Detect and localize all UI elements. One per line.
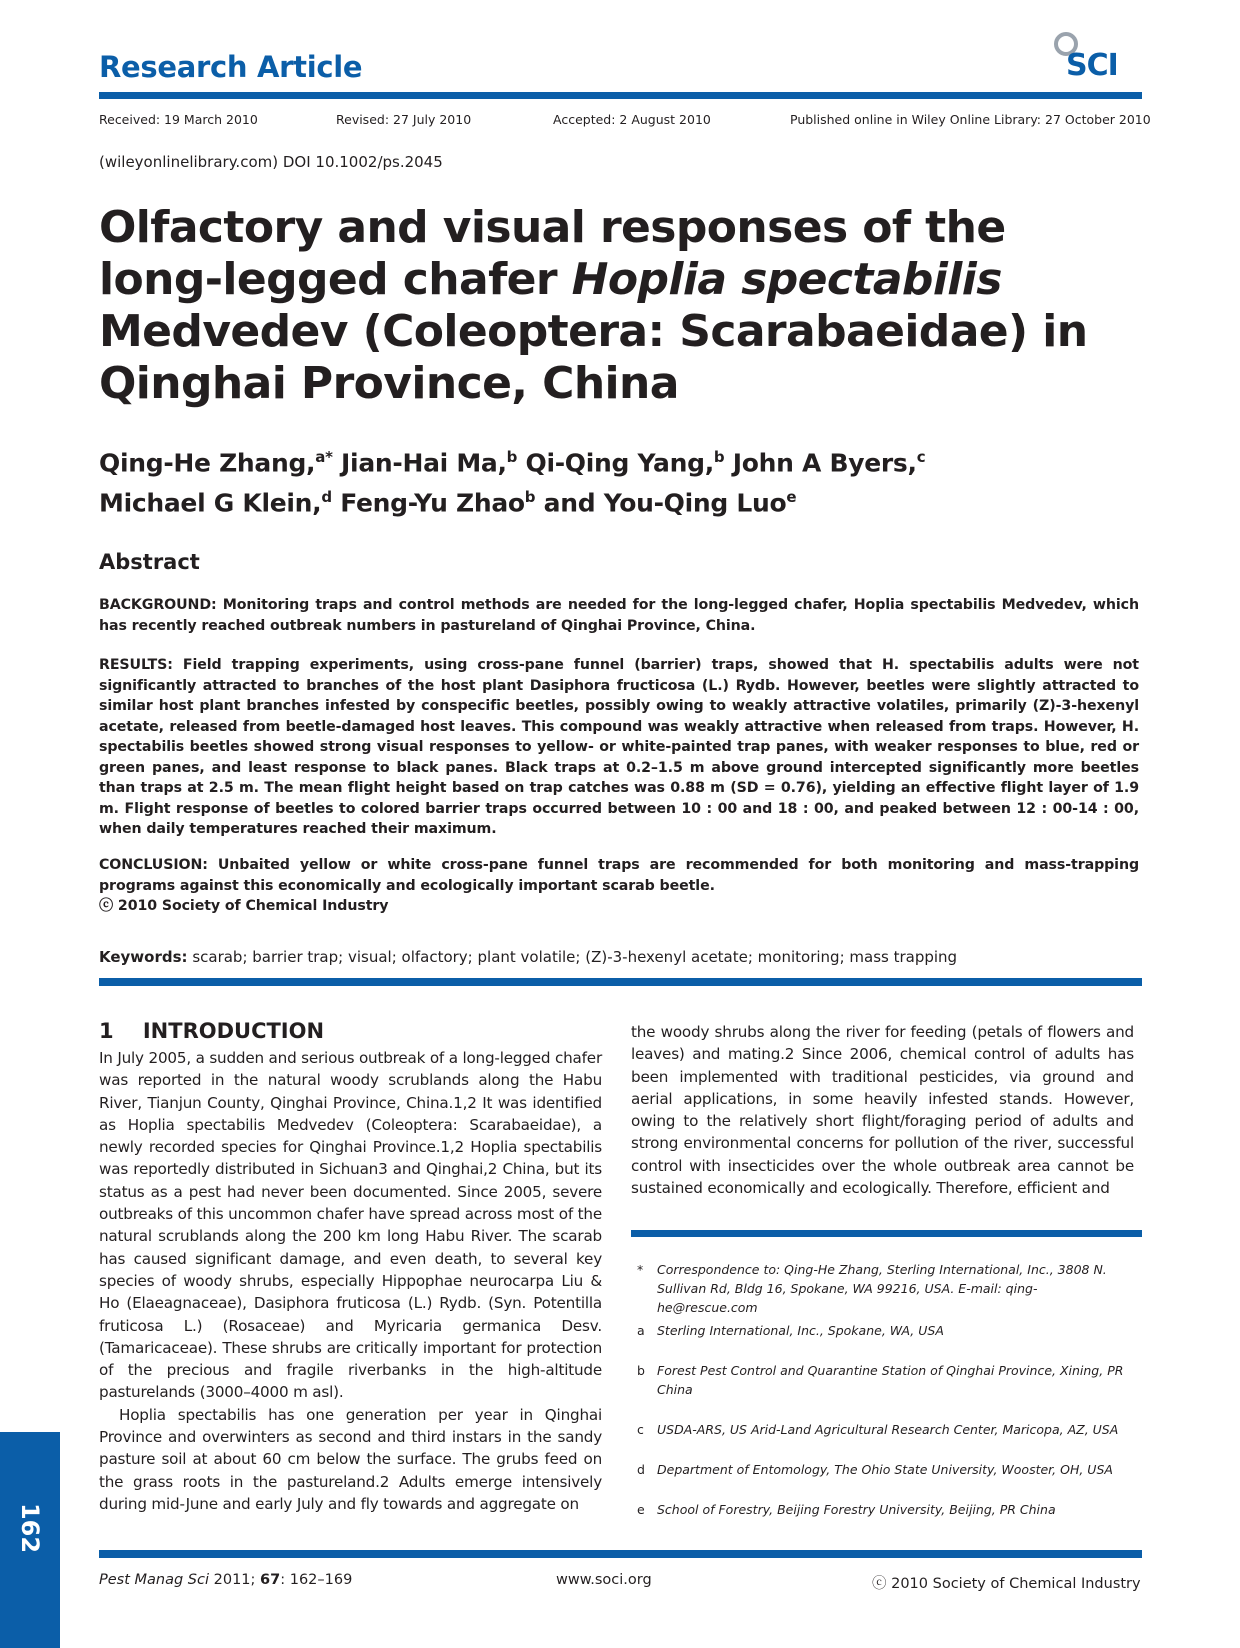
abstract-background: BACKGROUND: Monitoring traps and control methods are needed for the long-legged chafer, Hoplia spectabilis Medvedev, which has recently reached outbreak numbers in pastureland of Qinghai Province, China.	[99, 597, 1139, 634]
journal-name: Pest Manag Sci	[99, 1572, 210, 1588]
received-date: Received: 19 March 2010	[99, 112, 258, 127]
abstract-copyright: ⓒ 2010 Society of Chemical Industry	[99, 898, 389, 914]
intro-paragraph-1: In July 2005, a sudden and serious outbreak of a long-legged chafer was reported in the natural woody scrublands along the Habu River, Tianjun County, Qinghai Province, China.1,2 It was identified as Hoplia spectabilis Medvedev (Coleoptera: Scarabaeidae), a newly recorded species for Qinghai Province.1,2 Hoplia spectabilis was reportedly distributed in Sichuan3 and Qinghai,2 China, but its status as a pest had never been documented. Since 2005, severe outbreaks of this uncommon chafer have spread across most of the natural scrublands along the 200 km long Habu River. The scarab has caused significant damage, and even death, to several key species of woody shrubs, especially Hippophae neurocarpa Liu & Ho (Elaeagnaceae), Dasiphora fruticosa (L.) Rydb. (Syn. Potentilla fruticosa L.) (Rosaceae) and Myricaria germanica Desv. (Tamaricaceae). These shrubs are critically important for protection of the precious and fragile riverbanks in the high-altitude pasturelands (3000–4000 m asl).	[99, 1049, 602, 1402]
author-affil-mark: a*	[315, 448, 333, 466]
intro-paragraph-2: Hoplia spectabilis has one generation per year in Qinghai Province and overwinters as second and third instars in the sandy pasture soil at about 60 cm below the surface. The grubs feed on the grass roots in the pastureland.2 Adults emerge intensively during mid-June and early July and fly towards and aggregate on	[99, 1405, 602, 1513]
article-type-heading: Research Article	[99, 50, 363, 84]
affiliation-mark: c	[637, 1422, 644, 1437]
author-list	[99, 440, 1139, 521]
footer-copyright: ⓒ 2010 Society of Chemical Industry	[872, 1576, 1141, 1592]
affiliation-text: Forest Pest Control and Quarantine Station of Qinghai Province, Xining, PR China	[657, 1363, 1124, 1397]
affiliation-mark: d	[637, 1462, 645, 1477]
author: Jian-Hai Ma,	[332, 448, 507, 478]
title-part1: Olfactory and visual responses of the long-legged chafer	[99, 202, 1006, 305]
affiliation-correspondence	[637, 1260, 1135, 1317]
journal-volume: 67	[260, 1572, 281, 1588]
affiliation-mark: *	[637, 1262, 644, 1277]
body-column-right	[631, 1021, 1134, 1199]
affiliation-a	[637, 1321, 1135, 1340]
accepted-date: Accepted: 2 August 2010	[553, 112, 711, 127]
abstract-results: RESULTS: Field trapping experiments, using cross-pane funnel (barrier) traps, showed that H. spectabilis adults were not significantly attracted to branches of the host plant Dasiphora fructicosa (L.) Rydb. However, beetles were slightly attracted to similar host plant branches infested by conspecific beetles, possibly owing to weakly attractive volatiles, primarily (Z)-3-hexenyl acetate, released from beetle-damaged host leaves. This compound was weakly attractive when released from traps. However, H. spectabilis beetles showed strong visual responses to yellow- or white-painted trap panes, with weaker responses to blue, red or green panes, and least response to black panes. Black traps at 0.2–1.5 m above ground intercepted significantly more beetles than traps at 2.5 m. The mean flight height based on trap catches was 0.88 m (SD = 0.76), yielding an effective flight layer of 1.9 m. Flight response of beetles to colored barrier traps occurred between 10 : 00 and 18 : 00, and peaked between 12 : 00-14 : 00, when daily temperatures reached their maximum.	[99, 657, 1139, 837]
affiliation-rule	[631, 1230, 1142, 1237]
author: Qing-He Zhang,	[99, 448, 316, 478]
revised-date: Revised: 27 July 2010	[336, 112, 472, 127]
abstract-rule	[99, 978, 1142, 986]
affiliation-text: Correspondence to: Qing-He Zhang, Sterling International, Inc., 3808 N. Sullivan Rd, Bldg 16, Spokane, WA 99216, USA. E-mail: qing-he@rescue.com	[657, 1262, 1107, 1315]
author-affil-mark: b	[713, 448, 725, 466]
affiliation-mark: e	[637, 1502, 645, 1517]
section-heading-introduction: 1 INTRODUCTION	[99, 1019, 325, 1043]
logo-text: SCI	[1066, 48, 1118, 83]
footer-rule	[99, 1550, 1142, 1558]
journal-pages: : 162–169	[280, 1572, 353, 1588]
affiliation-mark: b	[637, 1363, 645, 1378]
affiliation-d	[637, 1460, 1135, 1479]
author: and You-Qing Luo	[535, 488, 787, 518]
abstract-conclusion	[99, 855, 1139, 917]
author-affil-mark: b	[524, 488, 536, 507]
affiliation-mark: a	[637, 1323, 645, 1338]
title-part2: Medvedev (Coleoptera: Scarabaeidae) in Qinghai Province, China	[99, 306, 1088, 409]
affiliation-text: Department of Entomology, The Ohio State University, Wooster, OH, USA	[657, 1462, 1113, 1477]
affiliation-e	[637, 1500, 1135, 1519]
soci-logo	[1052, 30, 1142, 86]
header-rule	[99, 92, 1142, 99]
intro-paragraph-3: the woody shrubs along the river for feeding (petals of flowers and leaves) and mating.2 Since 2006, chemical control of adults has been implemented with traditional pesticides, via ground and aerial applications, in some heavily infested stands. However, owing to the relatively short flight/foraging period of adults and strong environmental concerns for pollution of the river, successful control with insecticides over the whole outbreak area cannot be sustained economically and ecologically. Therefore, efficient and	[631, 1023, 1134, 1198]
conclusion-text: CONCLUSION: Unbaited yellow or white cross-pane funnel traps are recommended for both monitoring and mass-trapping programs against this economically and ecologically important scarab beetle.	[99, 857, 1139, 894]
author-affil-mark: b	[506, 448, 518, 466]
author: John A Byers,	[724, 448, 917, 478]
body-column-left	[99, 1047, 602, 1515]
abstract-heading: Abstract	[99, 550, 200, 574]
author-affil-mark: e	[786, 488, 797, 507]
article-title	[99, 202, 1139, 410]
affiliation-c	[637, 1420, 1135, 1439]
affiliation-text: School of Forestry, Beijing Forestry University, Beijing, PR China	[657, 1502, 1056, 1517]
published-date: Published online in Wiley Online Library: 27 October 2010	[790, 112, 1151, 127]
author: Michael G Klein,	[99, 488, 322, 518]
affiliation-text: USDA-ARS, US Arid-Land Agricultural Research Center, Maricopa, AZ, USA	[657, 1422, 1119, 1437]
author: Feng-Yu Zhao	[331, 488, 525, 518]
doi-line: (wileyonlinelibrary.com) DOI 10.1002/ps.2045	[99, 153, 443, 171]
journal-year: 2011;	[209, 1572, 261, 1588]
affiliation-text: Sterling International, Inc., Spokane, WA, USA	[657, 1323, 944, 1338]
author-affil-mark: c	[916, 448, 926, 466]
footer-url[interactable]: www.soci.org	[556, 1572, 652, 1588]
author: Qi-Qing Yang,	[517, 448, 714, 478]
footer-citation	[99, 1572, 352, 1588]
keywords-label: Keywords:	[99, 948, 188, 966]
title-species: Hoplia spectabilis	[571, 254, 1002, 305]
author-affil-mark: d	[321, 488, 332, 507]
keywords-line	[99, 948, 1139, 966]
page-number: 162	[16, 1502, 44, 1554]
affiliation-b	[637, 1361, 1135, 1399]
keywords-text: scarab; barrier trap; visual; olfactory; plant volatile; (Z)-3-hexenyl acetate; monitoring; mass trapping	[187, 948, 958, 966]
